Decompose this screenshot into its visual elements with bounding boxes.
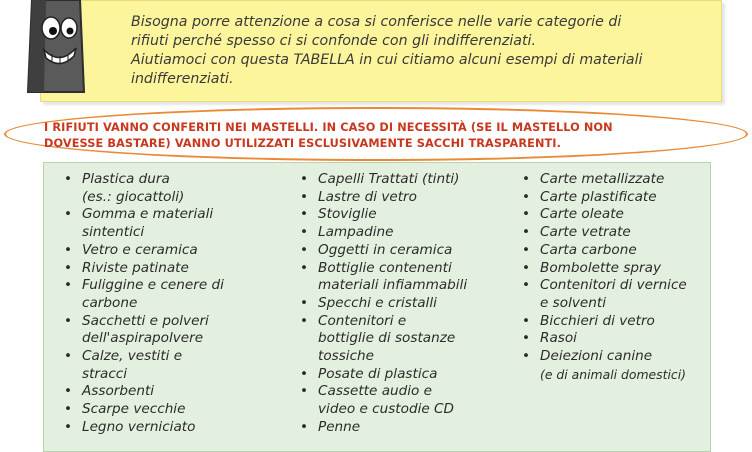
items-column-3 — [518, 171, 718, 383]
bullet-icon: • — [522, 241, 531, 258]
list-item-label: dell'aspirapolvere — [82, 330, 204, 347]
list-item — [296, 313, 516, 366]
intro-box — [40, 0, 722, 102]
list-item-label: sintentici — [82, 224, 145, 241]
list-item-label: Carta carbone — [540, 241, 637, 258]
bullet-icon: • — [300, 241, 309, 258]
list-item-label: Bicchieri di vetro — [540, 312, 655, 329]
list-item — [60, 419, 280, 437]
list-item-label: Posate di plastica — [318, 365, 438, 382]
list-item-label: carbone — [82, 294, 138, 311]
list-item-label: (e di animali domestici) — [540, 366, 687, 382]
list-item-label: Plastica dura — [82, 171, 170, 187]
list-item — [296, 295, 516, 313]
intro-line: rifiuti perché spesso ci si confonde con gli indifferenziati. — [131, 33, 537, 49]
list-item — [518, 277, 718, 312]
bullet-icon: • — [64, 259, 73, 276]
intro-line: Bisogna porre attenzione a cosa si conferisce nelle varie categorie di — [131, 14, 622, 30]
list-item-label: (es.: giocattoli) — [82, 188, 185, 205]
list-item — [60, 206, 280, 241]
list-item-label: Contenitori e — [318, 312, 407, 329]
items-column-1 — [60, 171, 280, 437]
list-item — [60, 260, 280, 278]
bullet-icon: • — [64, 241, 73, 258]
list-item — [518, 330, 718, 348]
list-item-label: Gomma e materiali — [82, 206, 214, 223]
list-item — [296, 419, 516, 437]
list-item-label: Riviste patinate — [82, 259, 189, 276]
list-item — [518, 206, 718, 224]
list-item — [60, 401, 280, 419]
list-item-label: bottiglie di sostanze — [318, 330, 456, 347]
list-item-label: Capelli Trattati (tinti) — [318, 171, 460, 187]
list-item — [296, 366, 516, 384]
list-item — [518, 260, 718, 278]
notice-line: I RIFIUTI VANNO CONFERITI NEI MASTELLI. IN CASO DI NECESSITÀ (SE IL MASTELLO NON — [44, 121, 613, 134]
bullet-icon: • — [300, 188, 309, 205]
bullet-icon: • — [300, 294, 309, 311]
list-item — [296, 206, 516, 224]
list-item-label: Specchi e cristalli — [318, 294, 437, 311]
list-item-label: Carte oleate — [540, 206, 624, 223]
list-item-label: Lastre di vetro — [318, 188, 417, 205]
bullet-icon: • — [522, 312, 531, 329]
list-item-label: Cassette audio e — [318, 383, 433, 400]
items-panel — [43, 162, 711, 452]
bullet-icon: • — [64, 206, 73, 223]
list-item — [518, 189, 718, 207]
list-item-label: Carte metallizzate — [540, 171, 665, 187]
list-item — [60, 171, 280, 206]
list-item-label: Penne — [318, 418, 361, 435]
bullet-icon: • — [300, 365, 309, 382]
bullet-icon: • — [64, 312, 73, 329]
list-item — [296, 383, 516, 418]
list-item — [296, 242, 516, 260]
list-item — [518, 171, 718, 189]
bullet-icon: • — [300, 418, 309, 435]
bullet-icon: • — [64, 383, 73, 400]
bullet-icon: • — [300, 259, 309, 276]
bullet-icon: • — [64, 348, 73, 365]
bullet-icon: • — [522, 330, 531, 347]
notice-text — [44, 120, 724, 152]
list-item — [60, 348, 280, 383]
bullet-icon: • — [522, 348, 531, 365]
list-item-label: materiali infiammabili — [318, 277, 468, 294]
bullet-icon: • — [300, 206, 309, 223]
list-item-label: Legno verniciato — [82, 418, 196, 435]
list-item — [296, 171, 516, 189]
items-column-2 — [296, 171, 516, 437]
list-item-label: Assorbenti — [82, 383, 155, 400]
list-item-label: Carte vetrate — [540, 224, 631, 241]
list-item-label: Bottiglie contenenti — [318, 259, 452, 276]
notice-line: DOVESSE BASTARE) VANNO UTILIZZATI ESCLUSIVAMENTE SACCHI TRASPARENTI. — [44, 137, 561, 150]
list-item — [296, 189, 516, 207]
bullet-icon: • — [522, 224, 531, 241]
list-item-label: Contenitori di vernice — [540, 277, 687, 294]
list-item-label: Carte plastificate — [540, 188, 657, 205]
bullet-icon: • — [300, 224, 309, 241]
list-item-label: Lampadine — [318, 224, 394, 241]
list-item-label: e solventi — [540, 294, 606, 311]
intro-line: Aiutiamoci con questa TABELLA in cui citiamo alcuni esempi di materiali — [131, 52, 643, 68]
list-item — [518, 313, 718, 331]
list-item-label: Rasoi — [540, 330, 577, 347]
list-item-label: Fuliggine e cenere di — [82, 277, 224, 294]
list-item-label: Vetro e ceramica — [82, 241, 198, 258]
list-item — [296, 224, 516, 242]
list-item — [60, 242, 280, 260]
intro-text — [131, 13, 711, 89]
list-item — [518, 242, 718, 260]
list-item-label: Bombolette spray — [540, 259, 661, 276]
list-item-label: Oggetti in ceramica — [318, 241, 453, 258]
list-item — [60, 277, 280, 312]
bullet-icon: • — [522, 277, 531, 294]
bullet-icon: • — [64, 401, 73, 418]
list-item-label: stracci — [82, 365, 128, 382]
bullet-icon: • — [522, 206, 531, 223]
list-item-label: video e custodie CD — [318, 401, 455, 418]
bullet-icon: • — [522, 188, 531, 205]
bullet-icon: • — [522, 259, 531, 276]
list-item — [518, 348, 718, 383]
bullet-icon: • — [64, 171, 73, 187]
bullet-icon: • — [64, 418, 73, 435]
intro-line: indifferenziati. — [131, 71, 234, 87]
list-item-label: Stoviglie — [318, 206, 377, 223]
list-item-label: Scarpe vecchie — [82, 401, 186, 418]
list-item-label: tossiche — [318, 348, 375, 365]
list-item — [60, 313, 280, 348]
list-item-label: Sacchetti e polveri — [82, 312, 209, 329]
bullet-icon: • — [64, 277, 73, 294]
trash-bin-mascot-icon — [18, 0, 88, 96]
list-item-label: Calze, vestiti e — [82, 348, 183, 365]
bullet-icon: • — [522, 171, 531, 187]
bullet-icon: • — [300, 171, 309, 187]
list-item — [296, 260, 516, 295]
list-item — [60, 383, 280, 401]
list-item-label: Deiezioni canine — [540, 348, 653, 365]
bullet-icon: • — [300, 383, 309, 400]
list-item — [518, 224, 718, 242]
bullet-icon: • — [300, 312, 309, 329]
